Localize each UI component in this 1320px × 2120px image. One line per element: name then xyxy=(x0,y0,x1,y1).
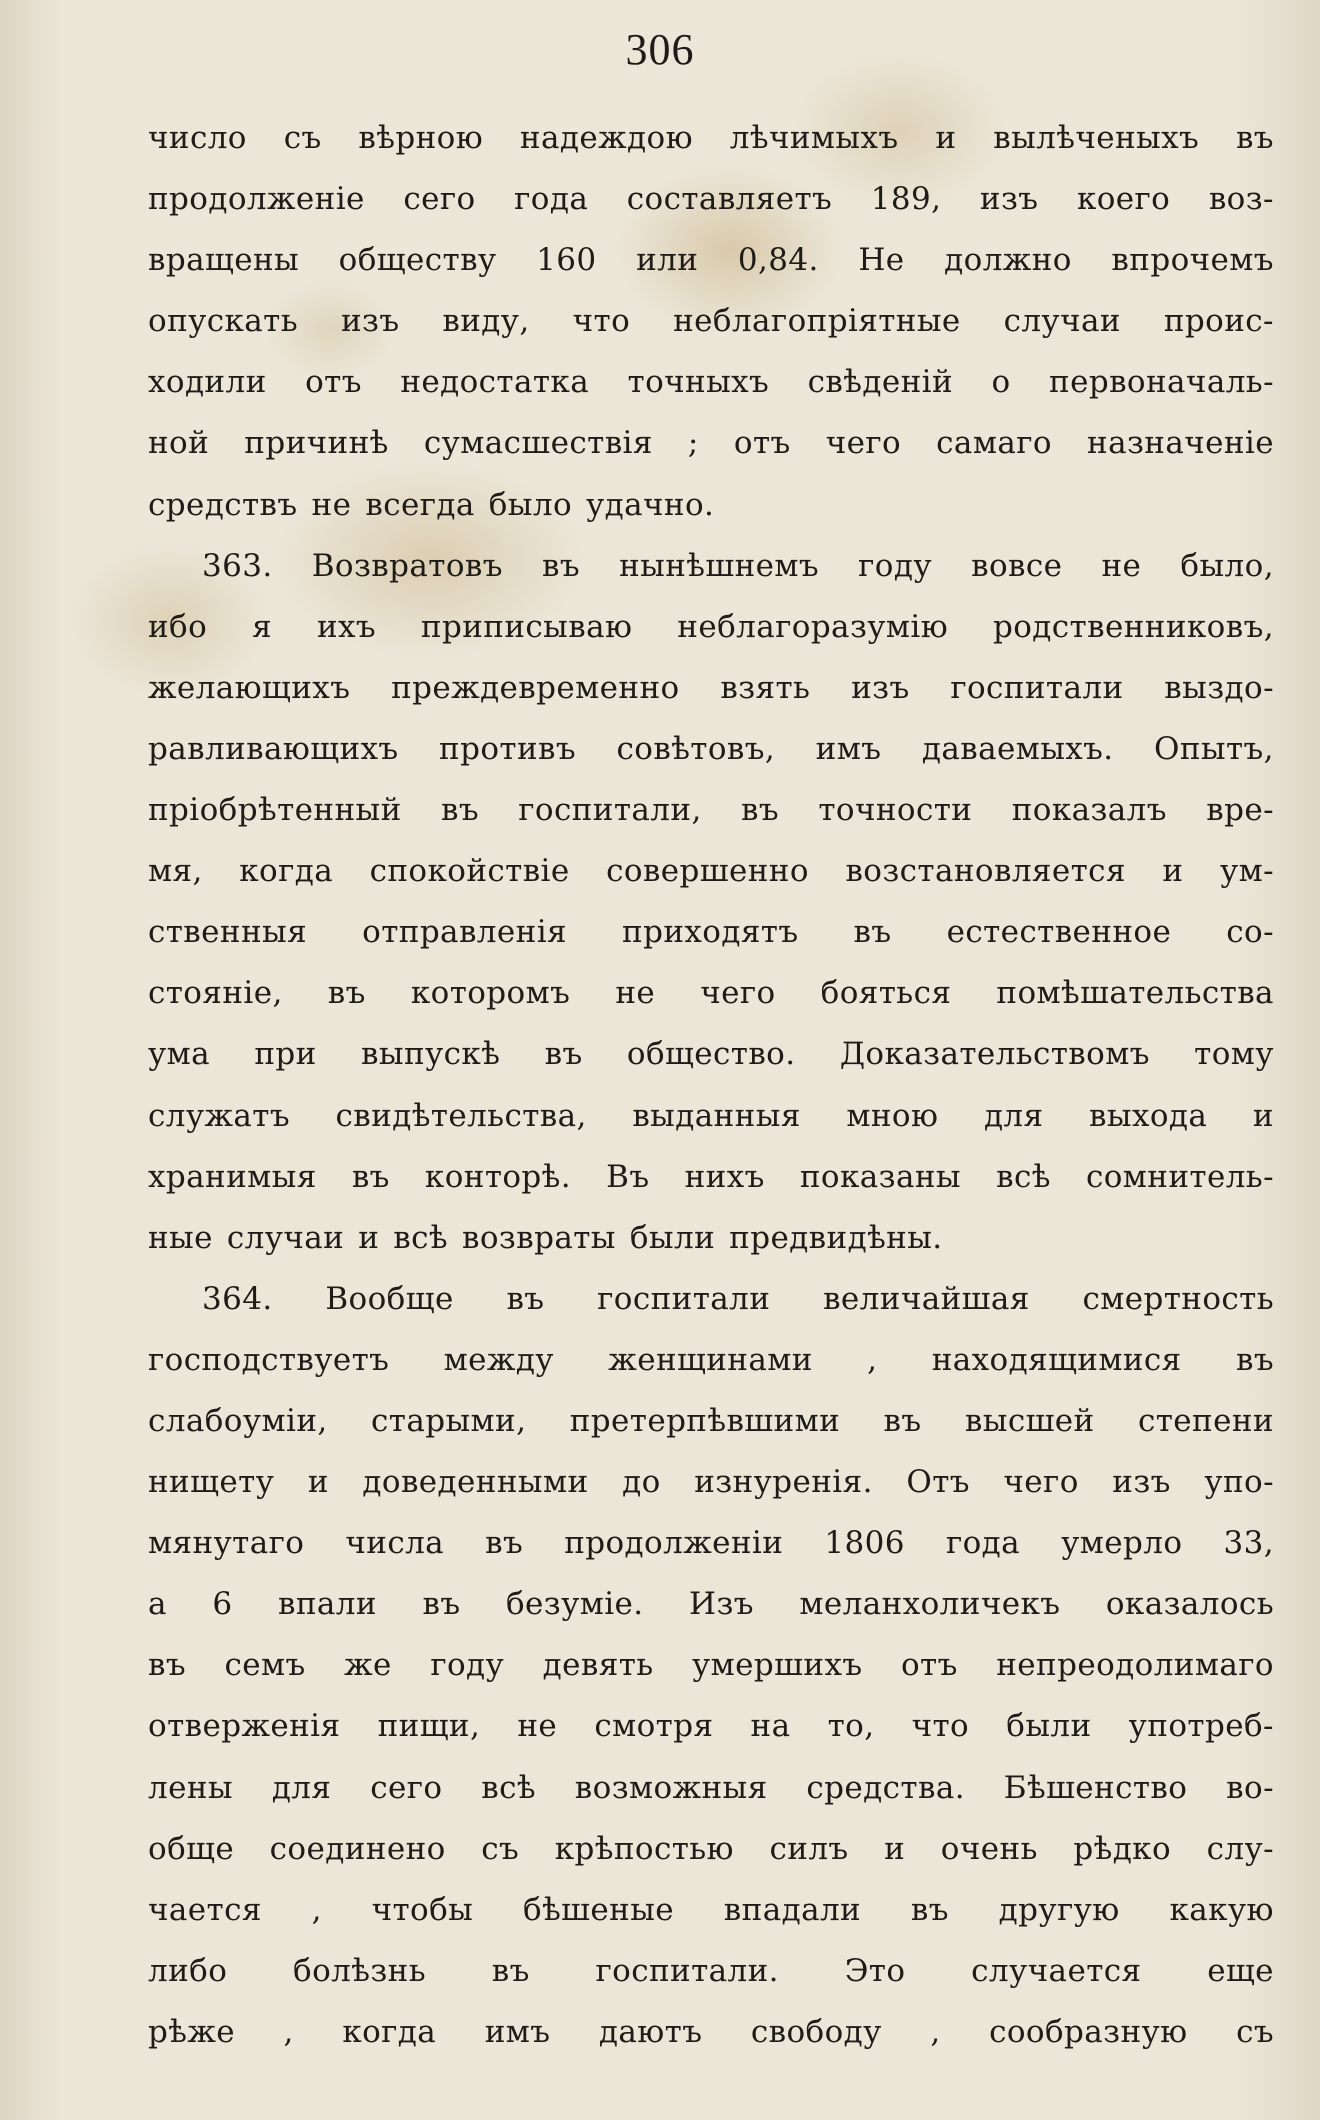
word: 189, xyxy=(870,181,942,218)
word: употреб- xyxy=(1128,1708,1274,1745)
word: средствъ xyxy=(148,486,298,523)
word: съ xyxy=(1236,2013,1274,2050)
word: болѣзнь xyxy=(293,1952,427,1989)
word: не xyxy=(1101,547,1142,584)
word: въ xyxy=(485,1525,524,1562)
word: нынѣшнемъ xyxy=(619,547,820,584)
word: удачно. xyxy=(586,486,715,523)
word: Бѣшенство xyxy=(1003,1769,1188,1806)
word: упо- xyxy=(1204,1464,1274,1501)
word: показалъ xyxy=(1011,792,1167,829)
word: изъ xyxy=(340,303,400,340)
word: женщинами xyxy=(608,1341,813,1378)
word: совѣтовъ, xyxy=(616,730,776,767)
word: , xyxy=(867,1341,878,1378)
word: изъ xyxy=(979,181,1039,218)
word: отъ xyxy=(900,1647,958,1684)
word: ихъ xyxy=(316,608,377,645)
word: желающихъ xyxy=(148,669,351,706)
word: случается xyxy=(971,1952,1142,1989)
text-line xyxy=(148,1452,1274,1513)
text-line xyxy=(148,2002,1274,2063)
word: приходятъ xyxy=(622,914,799,951)
word: въ xyxy=(541,547,580,584)
word: въ xyxy=(853,914,892,951)
word: случаи xyxy=(226,1219,345,1256)
text-line xyxy=(148,1391,1274,1452)
word: впадали xyxy=(723,1891,862,1928)
word: свободу xyxy=(750,2013,882,2050)
text-line xyxy=(148,1880,1274,1941)
word: даютъ xyxy=(598,2013,703,2050)
word: случаи xyxy=(1003,303,1121,340)
word: должно xyxy=(944,242,1072,279)
word: не xyxy=(311,486,352,523)
word: , xyxy=(283,2013,294,2050)
word: съ xyxy=(481,1830,520,1867)
word: впрочемъ xyxy=(1111,242,1274,279)
word: на xyxy=(750,1708,791,1745)
word: было, xyxy=(1180,547,1274,584)
word: въ xyxy=(506,1280,545,1317)
word: чего xyxy=(825,425,902,462)
word: Возвратовъ xyxy=(311,547,503,584)
word: величайшая xyxy=(823,1280,1030,1317)
word: крѣпостью xyxy=(554,1830,734,1867)
word: оказалось xyxy=(1105,1586,1274,1623)
word: меланхоличекъ xyxy=(799,1586,1061,1623)
word: естественное xyxy=(946,914,1172,951)
text-line xyxy=(148,1208,1274,1269)
word: Это xyxy=(844,1952,906,1989)
word: для xyxy=(271,1769,332,1806)
word: между xyxy=(443,1341,554,1378)
text-line xyxy=(148,1330,1274,1391)
word: въ xyxy=(741,792,780,829)
word: высшей xyxy=(964,1402,1095,1439)
word: были xyxy=(629,1219,716,1256)
word: были xyxy=(1006,1708,1092,1745)
word: возстановляется xyxy=(845,853,1126,890)
word: всегда xyxy=(365,486,475,523)
word: въ xyxy=(148,1647,186,1684)
word: либо xyxy=(148,1952,228,1989)
word: когда xyxy=(342,2013,437,2050)
word: силъ xyxy=(769,1830,849,1867)
word: отверженія xyxy=(148,1708,341,1745)
word: выхода xyxy=(1089,1097,1208,1134)
word: безуміе. xyxy=(505,1586,644,1623)
word: чтобы xyxy=(371,1891,474,1928)
word: средства. xyxy=(806,1769,965,1806)
word: соединено xyxy=(269,1830,446,1867)
word: изнуренія. xyxy=(694,1464,873,1501)
word: а xyxy=(148,1586,167,1623)
word: совершенно xyxy=(606,853,809,890)
word: или xyxy=(636,242,699,279)
word: пріобрѣтенный xyxy=(148,792,402,829)
word: было xyxy=(488,486,573,523)
text-line xyxy=(148,1758,1274,1819)
word: ные xyxy=(148,1219,213,1256)
word: недостатка xyxy=(400,364,590,401)
word: не xyxy=(615,975,656,1012)
word: смотря xyxy=(594,1708,714,1745)
word: бояться xyxy=(820,975,952,1012)
text-line xyxy=(148,169,1274,230)
word: имъ xyxy=(815,730,882,767)
word: чего xyxy=(700,975,776,1012)
word: проис- xyxy=(1163,303,1274,340)
text-line xyxy=(148,1269,1274,1330)
word: обще xyxy=(148,1830,235,1867)
word: сумасшествія xyxy=(423,425,653,462)
word: свѣденій xyxy=(807,364,954,401)
word: слу- xyxy=(1206,1830,1274,1867)
word: числа xyxy=(345,1525,445,1562)
word: помѣшательства xyxy=(996,975,1274,1012)
word: воз- xyxy=(1208,181,1274,218)
word: неблагоразумію xyxy=(677,608,949,645)
word: отъ xyxy=(305,364,362,401)
word: году xyxy=(858,547,932,584)
text-line xyxy=(148,1941,1274,2002)
word: продолженіи xyxy=(564,1525,784,1562)
word: умершихъ xyxy=(692,1647,863,1684)
word: которомъ xyxy=(410,975,571,1012)
word: приписываю xyxy=(420,608,633,645)
word: Изъ xyxy=(689,1586,754,1623)
word: обществу xyxy=(338,242,497,279)
word: мя, xyxy=(148,853,203,890)
word: и xyxy=(1162,853,1184,890)
word: имъ xyxy=(484,2013,551,2050)
word: не xyxy=(517,1708,558,1745)
text-line xyxy=(148,536,1274,597)
word: то, xyxy=(827,1708,875,1745)
word: господствуетъ xyxy=(148,1341,390,1378)
word: лены xyxy=(148,1769,233,1806)
text-line xyxy=(148,597,1274,658)
word: находящимися xyxy=(931,1341,1182,1378)
word: вовсе xyxy=(971,547,1063,584)
word: старыми, xyxy=(371,1402,527,1439)
word: виду, xyxy=(442,303,530,340)
word: сего xyxy=(403,181,476,218)
word: точныхъ xyxy=(627,364,770,401)
word: бѣшеные xyxy=(523,1891,675,1928)
text-line xyxy=(148,1513,1274,1574)
word: изъ xyxy=(1112,1464,1171,1501)
word: первоначаль- xyxy=(1049,364,1274,401)
text-line xyxy=(148,1574,1274,1635)
word: и xyxy=(358,1219,380,1256)
word: пищи, xyxy=(377,1708,481,1745)
word: въ xyxy=(883,1402,922,1439)
word: я xyxy=(252,608,273,645)
word: , xyxy=(311,1891,322,1928)
word: рѣдко xyxy=(1073,1830,1172,1867)
word: продолженіе xyxy=(148,181,365,218)
word: года xyxy=(514,181,589,218)
word: и xyxy=(1252,1097,1274,1134)
word: назначеніе xyxy=(1087,425,1274,462)
word: сего xyxy=(370,1769,443,1806)
word: надеждою xyxy=(519,120,693,156)
text-line xyxy=(148,352,1274,413)
word: ходили xyxy=(148,364,267,401)
word: опускать xyxy=(148,303,299,340)
text-line xyxy=(148,658,1274,719)
text-line xyxy=(148,413,1274,474)
word: до xyxy=(622,1464,661,1501)
text-line xyxy=(148,1696,1274,1757)
word: сообразную xyxy=(989,2013,1188,2050)
word: о xyxy=(991,364,1011,401)
word: общество. xyxy=(626,1036,796,1073)
word: всѣ xyxy=(393,1219,449,1256)
word: нихъ xyxy=(684,1158,765,1195)
word: выпускѣ xyxy=(361,1036,501,1073)
word: что xyxy=(572,303,631,340)
word: Отъ xyxy=(906,1464,970,1501)
word: 0,84. xyxy=(737,242,819,279)
word: во- xyxy=(1226,1769,1274,1806)
word: преждевременно xyxy=(391,669,680,706)
word: свидѣтельства, xyxy=(335,1097,587,1134)
word: смертность xyxy=(1082,1280,1274,1317)
body-text xyxy=(148,108,1274,2063)
word: госпитали xyxy=(597,1280,771,1317)
word: въ xyxy=(544,1036,583,1073)
word: отъ xyxy=(733,425,791,462)
text-line xyxy=(148,1086,1274,1147)
word: ибо xyxy=(148,608,208,645)
word: чается xyxy=(148,1891,262,1928)
page-number: 306 xyxy=(625,25,695,74)
word: же xyxy=(344,1647,392,1684)
word: ум- xyxy=(1219,853,1274,890)
word: какую xyxy=(1169,1891,1274,1928)
word: рѣже xyxy=(148,2013,236,2050)
word: претерпѣвшими xyxy=(569,1402,841,1439)
word: и xyxy=(307,1464,329,1501)
word: когда xyxy=(239,853,334,890)
word: мною xyxy=(846,1097,939,1134)
word: слабоуміи, xyxy=(148,1402,328,1439)
word: девять xyxy=(542,1647,654,1684)
word: съ xyxy=(283,120,322,156)
word: взять xyxy=(720,669,811,706)
word: показаны xyxy=(799,1158,961,1195)
word: въ xyxy=(1235,120,1274,156)
word: 364. xyxy=(202,1280,273,1317)
word: со- xyxy=(1226,914,1274,951)
word: отправленія xyxy=(362,914,567,951)
word: вылѣченыхъ xyxy=(993,120,1200,156)
word: возможныя xyxy=(574,1769,768,1806)
word: предвидѣны. xyxy=(729,1219,943,1256)
word: госпитали xyxy=(950,669,1124,706)
word: и xyxy=(884,1830,906,1867)
text-line xyxy=(148,230,1274,291)
word: самаго xyxy=(936,425,1052,462)
word: выданныя xyxy=(632,1097,801,1134)
text-line xyxy=(148,841,1274,902)
word: 1806 xyxy=(824,1525,905,1562)
word: 363. xyxy=(202,547,273,584)
word: очень xyxy=(940,1830,1038,1867)
word: Вообще xyxy=(325,1280,454,1317)
word: лѣчимыхъ xyxy=(729,120,899,156)
word: семъ xyxy=(224,1647,306,1684)
word: ; xyxy=(687,425,699,462)
word: неблагопріятные xyxy=(673,303,961,340)
word: 6 xyxy=(212,1586,233,1623)
word: всѣ xyxy=(481,1769,536,1806)
word: 33, xyxy=(1223,1525,1274,1562)
word: чего xyxy=(1003,1464,1079,1501)
word: степени xyxy=(1137,1402,1274,1439)
word: , xyxy=(930,2013,941,2050)
word: въ xyxy=(327,975,366,1012)
word: при xyxy=(254,1036,317,1073)
word: другую xyxy=(998,1891,1120,1928)
word: даваемыхъ. xyxy=(921,730,1114,767)
word: число xyxy=(148,120,247,156)
word: въ xyxy=(440,792,479,829)
text-line xyxy=(148,780,1274,841)
text-line xyxy=(148,1635,1274,1696)
word: противъ xyxy=(439,730,577,767)
word: мянутаго xyxy=(148,1525,305,1562)
text-line xyxy=(148,291,1274,352)
word: еще xyxy=(1207,1952,1274,1989)
word: причинѣ xyxy=(244,425,389,462)
word: сомнитель- xyxy=(1085,1158,1274,1195)
word: ной xyxy=(148,425,210,462)
word: служатъ xyxy=(148,1097,290,1134)
word: впали xyxy=(278,1586,377,1623)
word: спокойствіе xyxy=(369,853,570,890)
word: составляетъ xyxy=(626,181,833,218)
word: ственныя xyxy=(148,914,308,951)
word: и xyxy=(935,120,957,156)
word: году xyxy=(430,1647,505,1684)
text-line xyxy=(148,1147,1274,1208)
word: тому xyxy=(1194,1036,1274,1073)
word: Доказательствомъ xyxy=(839,1036,1150,1073)
word: вращены xyxy=(148,242,300,279)
word: въ xyxy=(351,1158,390,1195)
word: конторѣ. xyxy=(424,1158,572,1195)
word: вре- xyxy=(1206,792,1274,829)
word: коего xyxy=(1076,181,1171,218)
word: родственниковъ, xyxy=(993,608,1274,645)
text-line xyxy=(148,475,1274,536)
word: 160 xyxy=(536,242,597,279)
word: въ xyxy=(910,1891,949,1928)
word: года xyxy=(945,1525,1021,1562)
word: стояніе, xyxy=(148,975,283,1012)
word: непреодолимаго xyxy=(996,1647,1274,1684)
word: что xyxy=(911,1708,970,1745)
word: госпитали, xyxy=(518,792,702,829)
word: всѣ xyxy=(996,1158,1051,1195)
word: Опытъ, xyxy=(1154,730,1274,767)
word: доведенными xyxy=(362,1464,589,1501)
word: нищету xyxy=(148,1464,275,1501)
text-line xyxy=(148,902,1274,963)
word: Не xyxy=(858,242,905,279)
word: ума xyxy=(148,1036,211,1073)
text-line xyxy=(148,963,1274,1024)
text-line xyxy=(148,719,1274,780)
text-line xyxy=(148,1819,1274,1880)
word: въ xyxy=(1235,1341,1274,1378)
word: возвраты xyxy=(462,1219,616,1256)
word: выздо- xyxy=(1164,669,1274,706)
word: равливающихъ xyxy=(148,730,399,767)
word: въ xyxy=(422,1586,461,1623)
word: точности xyxy=(818,792,973,829)
word: для xyxy=(983,1097,1044,1134)
word: хранимыя xyxy=(148,1158,317,1195)
text-line xyxy=(148,108,1274,169)
word: въ xyxy=(491,1952,530,1989)
word: госпитали. xyxy=(595,1952,779,1989)
word: Въ xyxy=(606,1158,650,1195)
word: умерло xyxy=(1061,1525,1183,1562)
text-line xyxy=(148,1024,1274,1085)
word: вѣрною xyxy=(358,120,484,156)
word: изъ xyxy=(851,669,910,706)
